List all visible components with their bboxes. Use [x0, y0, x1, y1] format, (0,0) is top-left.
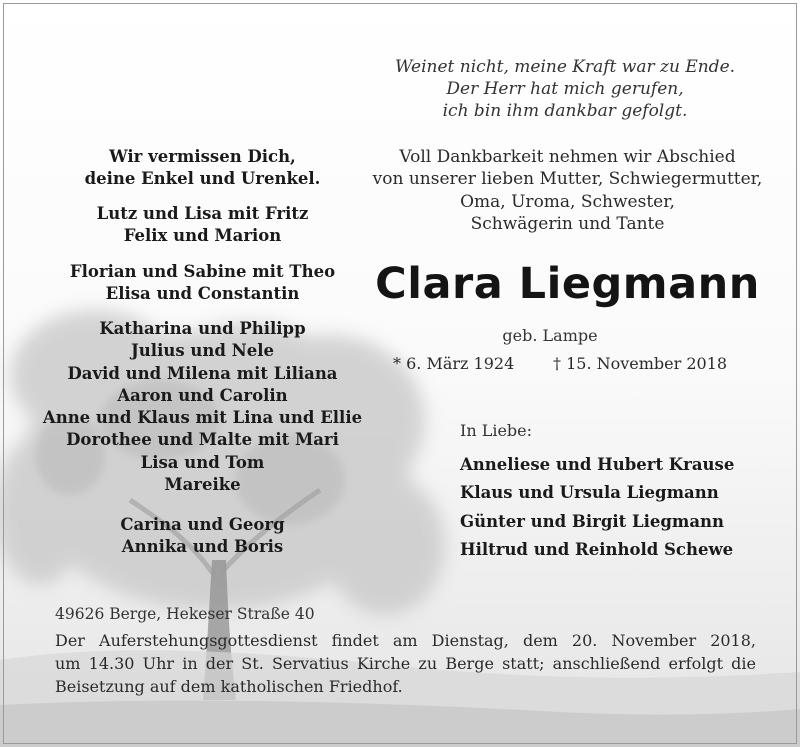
- birth-name: geb. Lampe: [502, 326, 598, 345]
- service-line: um 14.30 Uhr in der St. Servatius Kirche zu Berge statt; anschließend erfolgt die: [55, 654, 756, 673]
- grandchildren-intro: [30, 146, 375, 191]
- family-group: [30, 514, 375, 559]
- family-group: [30, 318, 375, 496]
- family-line: Florian und Sabine mit Theo: [69, 262, 336, 281]
- intro-line: Schwägerin und Tante: [470, 213, 665, 234]
- mourner-name: Hiltrud und Reinhold Schewe: [460, 539, 734, 559]
- family-line: Katharina und Philipp: [99, 319, 306, 338]
- family-line: Dorothee und Malte mit Mari: [66, 430, 339, 450]
- family-line: Carina und Georg: [120, 515, 285, 534]
- motto-line: Weinet nicht, meine Kraft war zu Ende.: [394, 57, 736, 77]
- family-line: Elisa und Constantin: [105, 284, 300, 304]
- intro-line: Oma, Uroma, Schwester,: [460, 191, 675, 212]
- intro-line: von unserer lieben Mutter, Schwiegermutter,: [372, 169, 763, 190]
- family-line: David und Milena mit Liliana: [67, 363, 338, 383]
- intro-line: Voll Dankbarkeit nehmen wir Abschied: [399, 147, 736, 167]
- family-line: Mareike: [164, 475, 241, 495]
- motto-verse: [360, 56, 770, 122]
- motto-line: ich bin ihm dankbar gefolgt.: [442, 101, 688, 121]
- family-line: Felix und Marion: [123, 226, 282, 246]
- farewell-intro: [350, 146, 785, 235]
- family-line: Lisa und Tom: [140, 452, 265, 472]
- family-line: deine Enkel und Urenkel.: [84, 169, 321, 189]
- family-line: Aaron und Carolin: [117, 385, 288, 405]
- death-date: † 15. November 2018: [553, 354, 728, 373]
- service-line: Beisetzung auf dem katholischen Friedhof.: [55, 677, 403, 696]
- family-line: Julius und Nele: [131, 341, 274, 361]
- mourners-list: [460, 451, 790, 564]
- mourner-name: Anneliese und Hubert Krause: [460, 455, 735, 474]
- family-line: Anne und Klaus mit Lina und Ellie: [42, 408, 363, 428]
- deceased-name: Clara Liegmann: [375, 259, 760, 309]
- service-line: Der Auferstehungsgottesdienst findet am Dienstag, dem 20. November 2018,: [55, 631, 756, 650]
- funeral-service-details: [55, 629, 756, 698]
- family-line: Lutz und Lisa mit Fritz: [96, 204, 309, 223]
- family-group: [30, 203, 375, 248]
- family-line: Annika und Boris: [121, 537, 284, 557]
- family-group: [30, 261, 375, 306]
- motto-line: Der Herr hat mich gerufen,: [446, 79, 684, 99]
- birth-date: * 6. März 1924: [393, 354, 515, 373]
- mourning-address: 49626 Berge, Hekeser Straße 40: [55, 605, 315, 623]
- in-love-label: In Liebe:: [460, 421, 533, 440]
- mourner-name: Günter und Birgit Liegmann: [460, 511, 725, 531]
- mourner-name: Klaus und Ursula Liegmann: [460, 483, 719, 503]
- life-dates: [393, 353, 753, 377]
- family-line: Wir vermissen Dich,: [109, 147, 296, 166]
